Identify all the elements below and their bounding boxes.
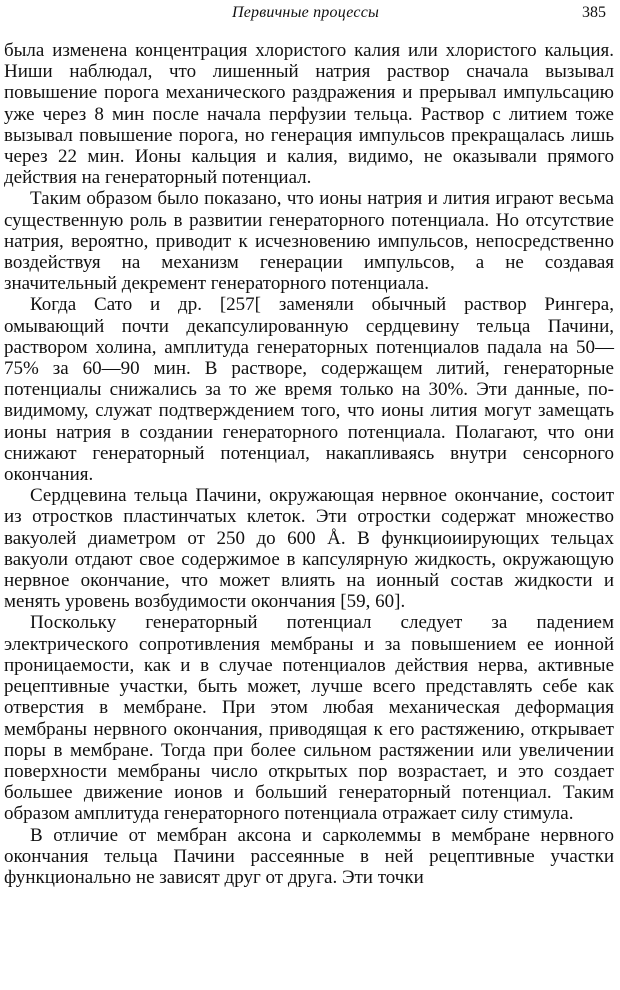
paragraph: В отличие от мембран аксона и сарколеммы в мембране нервного окончания тельца Пачини рассеянные в ней рецептивные участки функционально не зависят друг от друга. Эти точки [4, 824, 614, 888]
chapter-title: Первичные процессы [232, 4, 380, 21]
paragraph-continued: была изменена концентрация хлористого калия или хлористого кальция. Ниши наблюдал, что лишенный натрия раствор сначала вызывал повышение порога механического раздражения и прерывал импульсацию уже через 8 мин после начала перфузии тельца. Раствор с литием тоже вызывал повышение порога, но генерация импульсов прекращалась лишь через 22 мин. Ионы кальция и калия, видимо, не оказывали прямого действия на генераторный потенциал. [4, 40, 614, 189]
paragraph: Таким образом было показано, что ионы натрия и лития играют весьма существенную роль в развитии генераторного потенциала. Но отсутствие натрия, вероятно, приводит к исчезновению импульсов, непосредственно воздействуя на механизм генерации импульсов, а не создавая значительный декремент генераторного потенциала. [4, 188, 614, 295]
paragraph: Сердцевина тельца Пачини, окружающая нервное окончание, состоит из отростков пластинчатых клеток. Эти отростки содержат множество вакуолей диаметром от 250 до 600 Å. В функциоиирующих тельцах вакуоли отдают свое содержимое в капсулярную жидкость, окружающую нервное окончание, что может влиять на ионный состав жидкости и менять уровень возбудимости окончания [59, 60]. [4, 485, 614, 613]
page-number: 385 [582, 4, 606, 21]
body-text [4, 40, 614, 888]
paragraph: Поскольку генераторный потенциал следует за падением электрического сопротивления мембраны и за повышением ее ионной проницаемости, как и в случае потенциалов действия нерва, активные рецептивные участки, быть может, лучше всего представлять себе как отверстия в мембране. При этом любая механическая деформация мембраны нервного окончания, приводящая к его растяжению, открывает поры в мембране. Тогда при более сильном растяжении или увеличении поверхности мембраны число открытых пор возрастает, и это создает большее движение ионов и больший генераторный потенциал. Таким образом амплитуда генераторного потенциала отражает силу стимула. [4, 612, 614, 825]
running-header [0, 0, 620, 28]
paragraph: Когда Сато и др. [257[ заменяли обычный раствор Рингера, омывающий почти декапсулированную сердцевину тельца Пачини, раствором холина, амплитуда генераторных потенциалов падала на 50—75% за 60—90 мин. В растворе, содержащем литий, генераторные потенциалы снижались за то же время только на 30%. Эти данные, по-видимому, служат подтверждением того, что ионы лития могут замещать ионы натрия в создании генераторного потенциала. Полагают, что они снижают генераторный потенциал, накапливаясь внутри сенсорного окончания. [4, 294, 614, 486]
